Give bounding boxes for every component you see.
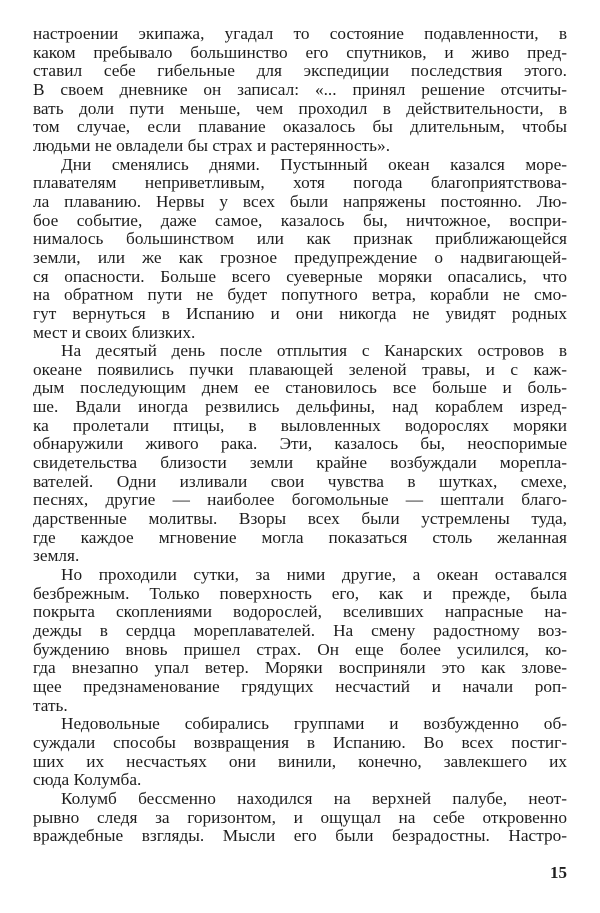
text-line: вать доли пути меньше, чем проходил в действительности, в xyxy=(33,98,567,118)
text-line: людьми не овладели бы страх и растерянность». xyxy=(33,135,391,155)
paragraph xyxy=(33,715,567,790)
text-line: Но проходили сутки, за ними другие, а океан оставался xyxy=(61,565,567,585)
text-line: песнях, другие — наиболее богомольные — шептали благо- xyxy=(33,490,567,510)
page-body-text xyxy=(33,25,567,846)
text-line: океане появились пучки плавающей зеленой травы, и с каж- xyxy=(33,359,567,379)
text-line: том случае, если плавание оказалось бы длительным, чтобы xyxy=(33,117,567,137)
text-line: дым последующим днем ее становилось все больше и боль- xyxy=(33,378,567,398)
text-line: гут вернуться в Испанию и они никогда не увидят родных xyxy=(33,303,567,323)
text-line: ся опасности. Больше всего суеверные моряки опасались, что xyxy=(33,266,567,286)
text-line: земля. xyxy=(33,546,80,566)
text-line: Дни сменялись днями. Пустынный океан казался море- xyxy=(61,154,567,174)
text-line: буждению вновь пришел страх. Он еще более усилился, ко- xyxy=(33,639,567,659)
text-line: ставил себе гибельные для экспедиции последствия этого. xyxy=(33,61,567,81)
text-line: тать. xyxy=(33,695,68,715)
text-line: нималось большинством или как признак приближающейся xyxy=(33,229,567,249)
text-line: ла плаванию. Нервы у всех были напряжены постоянно. Лю- xyxy=(33,191,567,211)
text-line: на обратном пути не будет попутного ветра, корабли не смо- xyxy=(33,285,567,305)
text-line: покрыта скоплениями водорослей, вселивших напрасные на- xyxy=(33,602,567,622)
text-line: гда внезапно упал ветер. Моряки восприняли это как злове- xyxy=(33,658,567,678)
text-line: мест и своих близких. xyxy=(33,322,196,342)
paragraph xyxy=(33,790,567,846)
text-line: дарственные молитвы. Взоры всех были устремлены туда, xyxy=(33,509,567,529)
text-line: В своем дневнике он записал: «... принял решение отсчиты- xyxy=(33,79,567,99)
text-line: щее предзнаменование грядущих несчастий и начали роп- xyxy=(33,676,567,696)
text-line: ше. Вдали иногда резвились дельфины, над кораблем изред- xyxy=(33,397,567,417)
text-line: безбрежным. Только поверхность его, как и прежде, была xyxy=(33,583,567,603)
text-line: ка пролетали птицы, в выловленных водорослях моряки xyxy=(33,415,567,435)
text-line: где каждое мгновение могла показаться столь желанная xyxy=(33,527,567,547)
text-line: суждали способы возвращения в Испанию. Во всех постиг- xyxy=(33,732,567,752)
text-line: вателей. Одни изливали свои чувства в шутках, смехе, xyxy=(33,471,567,491)
paragraph xyxy=(33,25,567,156)
text-line: бое событие, даже самое, казалось бы, ничтожное, воспри- xyxy=(33,210,567,230)
text-line: Недовольные собирались группами и возбужденно об- xyxy=(61,714,567,734)
text-line: Колумб бессменно находился на верхней палубе, неот- xyxy=(61,788,567,808)
text-line: свидетельства близости земли крайне возбуждали морепла- xyxy=(33,453,567,473)
paragraph xyxy=(33,156,567,343)
text-line: рывно следя за горизонтом, и ощущал на себе откровенно xyxy=(33,807,567,827)
text-line: обнаружили живого рака. Эти, казалось бы, неоспоримые xyxy=(33,434,567,454)
text-line: враждебные взгляды. Мысли его были безрадостны. Настро- xyxy=(33,826,567,846)
text-line: земли, или же как грозное предупреждение о надвигающей- xyxy=(33,247,567,267)
text-line: дежды в сердца мореплавателей. На смену радостному воз- xyxy=(33,621,567,640)
paragraph xyxy=(33,342,567,566)
page-number: 15 xyxy=(550,863,567,882)
text-line: каком пребывало большинство его спутников, и живо пред- xyxy=(33,42,567,62)
paragraph xyxy=(33,566,567,715)
text-line: ших их несчастьях они винили, конечно, завлекшего их xyxy=(33,751,567,771)
text-line: плавателям неприветливым, хотя погода благоприятствова- xyxy=(33,173,567,193)
text-line: настроении экипажа, угадал то состояние подавленности, в xyxy=(33,24,567,43)
text-line: сюда Колумба. xyxy=(33,770,142,790)
text-line: На десятый день после отплытия с Канарских островов в xyxy=(61,341,567,361)
